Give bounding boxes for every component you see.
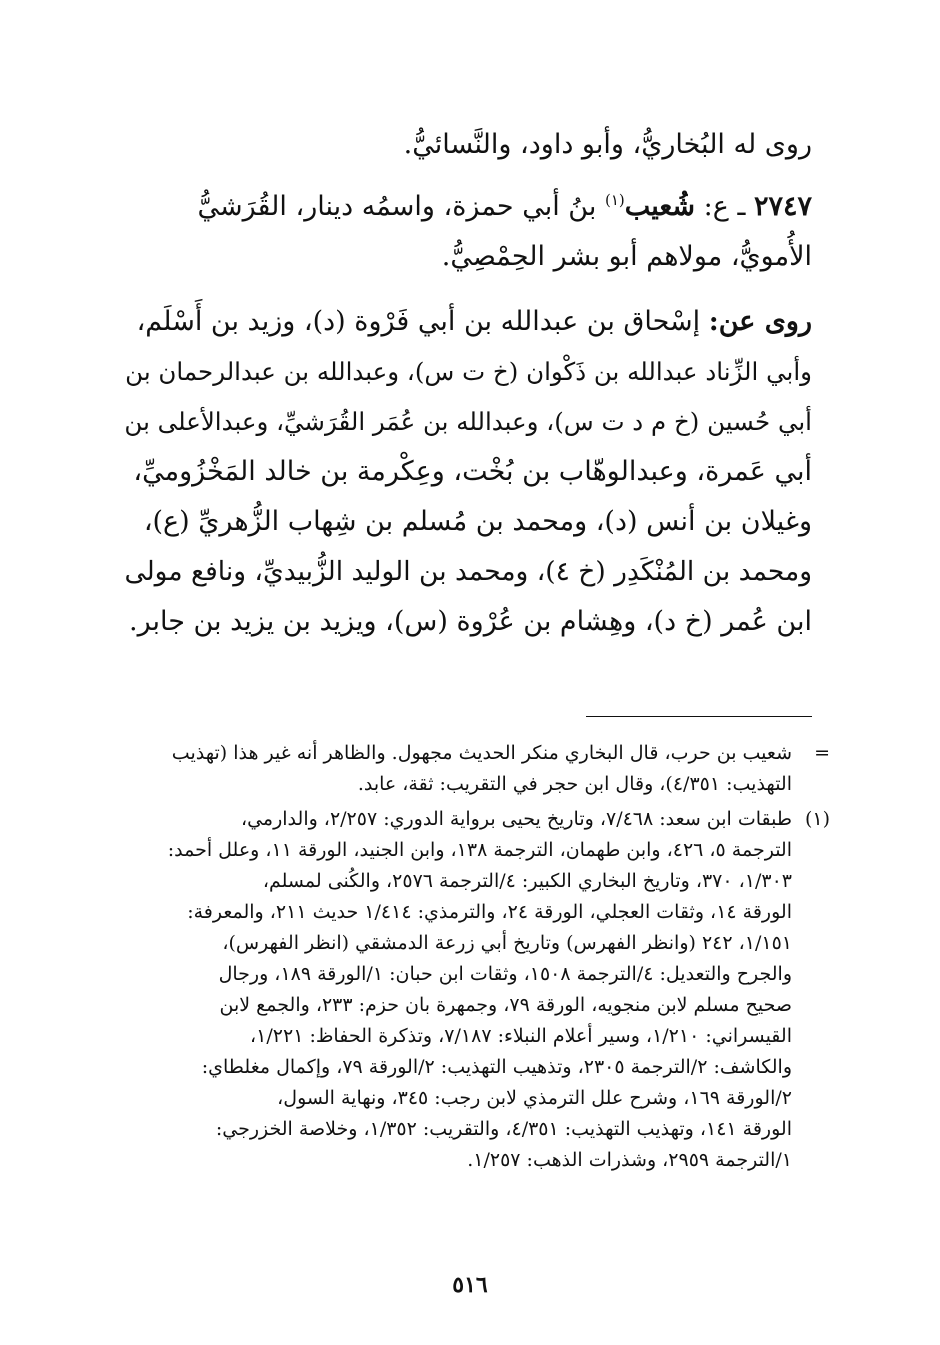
footnote-separator — [586, 716, 812, 717]
footnote-line: القيسراني: ١/٢١٠، وسير أعلام النبلاء: ٧/١٨٧، وتذكرة الحفاظ: ١/٢٢١، — [250, 1025, 792, 1047]
text-line: وغيلان بن أنس (د)، ومحمد بن مُسلم بن شِهاب الزُّهريِّ (ع)، — [143, 506, 812, 537]
footnote-line: ١/الترجمة ٢٩٥٩، وشذرات الذهب: ١/٢٥٧. — [467, 1149, 792, 1171]
footnote-body — [122, 804, 792, 1176]
entry-line-1 — [122, 182, 812, 232]
narrated-label: روى عن: — [708, 306, 812, 337]
footnote-line: التهذيب: ٤/٣٥١)، وقال ابن حجر في التقريب: ثقة، عابد. — [357, 773, 792, 795]
footnote-line: والكاشف: ٢/الترجمة ٢٣٠٥، وتذهيب التهذيب: ٢/الورقة ٧٩، وإكمال مغلطاي: — [201, 1056, 792, 1078]
footnote-line: ١/٣٠٣، ٣٧٠، وتاريخ البخاري الكبير: ٤/الترجمة ٢٥٧٦، والكُنى لمسلم، — [262, 870, 792, 892]
footnote-line: ٢/الورقة ١٦٩، وشرح علل الترمذي لابن رجب: ٣٤٥، ونهاية السول، — [277, 1087, 792, 1109]
footnote-line: طبقات ابن سعد: ٧/٤٦٨، وتاريخ يحيى برواية الدوري: ٢/٢٥٧، والدارمي، — [240, 808, 792, 830]
narrated-first: إسْحاق بن عبدالله بن أبي فَرْوة (د)، وزيد بن أَسْلَم، — [136, 306, 701, 337]
footnote-line: صحيح مسلم لابن منجويه، الورقة ٧٩، وجمهرة بان حزم: ٢٣٣، والجمع لابن — [219, 994, 792, 1016]
footnote-ref: (١) — [604, 191, 625, 209]
entry-heading — [122, 182, 812, 282]
entry-name: شُعيب — [624, 191, 696, 222]
entry-dash: ـ — [737, 191, 746, 222]
paragraph-narrated-from — [122, 297, 812, 647]
entry-line-2: الأُمويُّ، مولاهم أبو بشر الحِمْصِيُّ. — [441, 241, 812, 272]
footnote-body — [122, 738, 792, 800]
footnote-line: الترجمة ٥، ٤٢٦، وابن طهمان، الترجمة ١٣٨، وابن الجنيد، الورقة ١١، وعلل أحمد: — [167, 839, 792, 861]
footnote-1 — [122, 804, 830, 1176]
entry-rest: بنُ أبي حمزة، واسمُه دينار، القُرَشيُّ — [197, 191, 597, 222]
entry-code: ع: — [703, 191, 729, 222]
page-number: ٥١٦ — [452, 1272, 488, 1298]
footnote-line: الورقة ١٤، وثقات العجلي، الورقة ٢٤، والترمذي: ١/٤١٤ حديث ٢١١، والمعرفة: — [187, 901, 792, 923]
footnote-mark: (١) — [804, 808, 830, 830]
text-line — [122, 297, 812, 347]
entry-number: ٢٧٤٧ — [753, 191, 812, 222]
footnote-line: الورقة ١٤١، وتهذيب التهذيب: ٤/٣٥١، والتقريب: ١/٣٥٢، وخلاصة الخزرجي: — [215, 1118, 792, 1140]
text-line: وأبي الزِّناد عبدالله بن ذَكْوان (خ ت س)، وعبدالله بن عبدالرحمان بن — [125, 357, 812, 386]
text-line: أبي عَمرة، وعبدالوهّاب بن بُخْت، وعِكْرمة بن خالد المَخْزُوميِّ، — [133, 456, 812, 487]
footnotes — [122, 738, 830, 1180]
text-line: روى له البُخاريُّ، وأبو داود، والنَّسائيُّ. — [403, 129, 812, 160]
footnote-line: والجرح والتعديل: ٤/الترجمة ١٥٠٨، وثقات ابن حبان: ١/الورقة ١٨٩، ورجال — [218, 963, 792, 985]
footnote-line: شعيب بن حرب، قال البخاري منكر الحديث مجهول. والظاهر أنه غير هذا (تهذيب — [171, 742, 792, 764]
footnote-line: ١/١٥١، ٢٤٢ (وانظر الفهرس) وتاريخ أبي زرعة الدمشقي (انظر الفهرس)، — [222, 932, 792, 954]
footnote-mark: = — [814, 742, 830, 764]
paragraph-narrators-of — [122, 120, 812, 170]
footnote-continued — [122, 738, 830, 800]
text-line: أبي حُسين (خ م د ت س)، وعبدالله بن عُمَر القُرَشيِّ، وعبدالأعلى بن — [124, 407, 812, 436]
text-line: ابن عُمر (خ د)، وهِشام بن عُرْوة (س)، ويزيد بن يزيد بن جابر. — [128, 606, 812, 637]
text-line: ومحمد بن المُنْكَدِر (خ ٤)، ومحمد بن الوليد الزُّبيديِّ، ونافع مولى — [124, 556, 812, 587]
